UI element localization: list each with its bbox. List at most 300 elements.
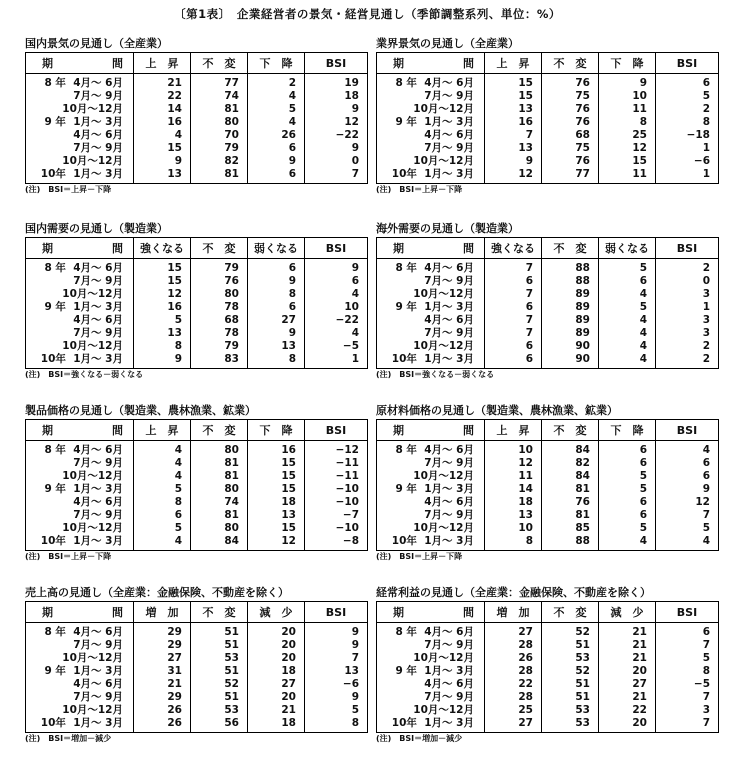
value-cell: 22 — [485, 678, 542, 691]
value-cell: 53 — [542, 652, 599, 665]
period-label: 10月～12月 — [26, 288, 134, 301]
period-label: 7月～ 9月 — [26, 691, 134, 704]
column-header: 強くなる — [485, 238, 542, 259]
table-note: (注) BSI＝強くなる－弱くなる — [376, 370, 495, 379]
value-cell: 4 — [599, 340, 656, 353]
value-cell: 51 — [542, 678, 599, 691]
table-row — [377, 717, 719, 733]
table-row — [377, 509, 719, 522]
column-header: 上 昇 — [485, 53, 542, 74]
period-label: 9 年 1月～ 3月 — [377, 483, 485, 496]
value-cell: 2 — [656, 340, 719, 353]
value-cell: 20 — [248, 639, 305, 652]
value-cell: 89 — [542, 327, 599, 340]
value-cell: 79 — [191, 259, 248, 276]
panel-7 — [25, 586, 367, 744]
value-cell: −22 — [305, 129, 368, 142]
period-label: 8 年 4月～ 6月 — [377, 259, 485, 276]
value-cell: 25 — [485, 704, 542, 717]
value-cell: 6 — [248, 168, 305, 184]
value-cell: 85 — [542, 522, 599, 535]
value-cell: −8 — [305, 535, 368, 551]
table-row — [26, 623, 368, 640]
period-label: 4月～ 6月 — [26, 496, 134, 509]
value-cell: −5 — [656, 678, 719, 691]
value-cell: 6 — [599, 275, 656, 288]
value-cell: 53 — [191, 704, 248, 717]
table-note: (注) BSI＝上昇－下降 — [25, 552, 112, 561]
value-cell: 27 — [599, 678, 656, 691]
value-cell: 6 — [248, 301, 305, 314]
period-label: 10月～12月 — [377, 522, 485, 535]
table-row — [26, 665, 368, 678]
value-cell: 74 — [191, 90, 248, 103]
value-cell: 90 — [542, 353, 599, 369]
period-header: 期 間 — [26, 420, 134, 441]
value-cell: 77 — [191, 74, 248, 91]
value-cell: 15 — [248, 470, 305, 483]
table-row — [26, 457, 368, 470]
value-cell: 15 — [248, 457, 305, 470]
value-cell: 5 — [134, 483, 191, 496]
value-cell: 9 — [305, 103, 368, 116]
table-row — [26, 90, 368, 103]
value-cell: 6 — [599, 509, 656, 522]
period-label: 7月～ 9月 — [26, 639, 134, 652]
value-cell: 68 — [542, 129, 599, 142]
value-cell: 74 — [191, 496, 248, 509]
value-cell: 31 — [134, 665, 191, 678]
period-label: 10月～12月 — [26, 155, 134, 168]
period-label: 10年 1月～ 3月 — [26, 717, 134, 733]
value-cell: 9 — [305, 623, 368, 640]
value-cell: 7 — [305, 652, 368, 665]
value-cell: 53 — [542, 704, 599, 717]
table-row — [26, 259, 368, 276]
value-cell: 76 — [542, 496, 599, 509]
panel-title: 国内需要の見通し（製造業） — [25, 222, 168, 235]
value-cell: 27 — [485, 717, 542, 733]
period-header: 期 間 — [377, 602, 485, 623]
value-cell: 18 — [248, 717, 305, 733]
period-label: 10月～12月 — [26, 103, 134, 116]
table-row — [377, 470, 719, 483]
panel-1 — [25, 37, 367, 195]
value-cell: 75 — [542, 142, 599, 155]
period-label: 10月～12月 — [377, 652, 485, 665]
column-header: 不 変 — [191, 53, 248, 74]
table-row — [26, 704, 368, 717]
value-cell: 26 — [134, 717, 191, 733]
value-cell: 6 — [656, 623, 719, 640]
value-cell: 9 — [248, 275, 305, 288]
value-cell: 13 — [485, 142, 542, 155]
value-cell: 2 — [656, 259, 719, 276]
value-cell: −22 — [305, 314, 368, 327]
column-header: BSI — [305, 420, 368, 441]
value-cell: 84 — [191, 535, 248, 551]
value-cell: 21 — [134, 678, 191, 691]
period-label: 4月～ 6月 — [26, 129, 134, 142]
value-cell: 12 — [656, 496, 719, 509]
value-cell: 4 — [599, 314, 656, 327]
period-label: 7月～ 9月 — [26, 90, 134, 103]
table-row — [26, 301, 368, 314]
table-row — [377, 496, 719, 509]
value-cell: 6 — [485, 340, 542, 353]
data-table — [25, 237, 368, 369]
table-note: (注) BSI＝上昇－下降 — [376, 552, 463, 561]
value-cell: 4 — [134, 535, 191, 551]
table-row — [377, 704, 719, 717]
value-cell: 9 — [248, 155, 305, 168]
value-cell: 18 — [485, 496, 542, 509]
value-cell: 9 — [305, 639, 368, 652]
value-cell: 15 — [248, 522, 305, 535]
period-label: 7月～ 9月 — [26, 509, 134, 522]
value-cell: 29 — [134, 639, 191, 652]
value-cell: 5 — [599, 522, 656, 535]
value-cell: 4 — [656, 441, 719, 458]
column-header: 上 昇 — [134, 53, 191, 74]
column-header: 弱くなる — [248, 238, 305, 259]
period-label: 10年 1月～ 3月 — [26, 353, 134, 369]
column-header: BSI — [656, 602, 719, 623]
value-cell: 80 — [191, 441, 248, 458]
table-row — [26, 155, 368, 168]
period-label: 7月～ 9月 — [26, 275, 134, 288]
value-cell: 22 — [134, 90, 191, 103]
column-header: 不 変 — [191, 420, 248, 441]
value-cell: 15 — [134, 142, 191, 155]
value-cell: 11 — [485, 470, 542, 483]
value-cell: 21 — [599, 652, 656, 665]
panel-5 — [25, 404, 367, 562]
value-cell: 5 — [134, 522, 191, 535]
value-cell: 6 — [656, 470, 719, 483]
data-table — [25, 419, 368, 551]
value-cell: 53 — [191, 652, 248, 665]
value-cell: 7 — [485, 259, 542, 276]
value-cell: 76 — [542, 116, 599, 129]
period-label: 7月～ 9月 — [26, 142, 134, 155]
column-header: 不 変 — [191, 238, 248, 259]
value-cell: 26 — [248, 129, 305, 142]
data-table — [25, 601, 368, 733]
value-cell: 82 — [542, 457, 599, 470]
value-cell: 10 — [599, 90, 656, 103]
column-header: BSI — [656, 420, 719, 441]
value-cell: 6 — [248, 142, 305, 155]
value-cell: 5 — [599, 470, 656, 483]
table-row — [26, 74, 368, 91]
value-cell: 7 — [485, 327, 542, 340]
value-cell: 15 — [134, 259, 191, 276]
value-cell: 13 — [305, 665, 368, 678]
table-row — [26, 116, 368, 129]
value-cell: 15 — [134, 275, 191, 288]
value-cell: 1 — [656, 301, 719, 314]
period-label: 10月～12月 — [377, 704, 485, 717]
table-row — [26, 314, 368, 327]
column-header: BSI — [305, 238, 368, 259]
value-cell: 81 — [191, 457, 248, 470]
value-cell: 21 — [248, 704, 305, 717]
value-cell: 81 — [542, 509, 599, 522]
period-label: 9 年 1月～ 3月 — [377, 116, 485, 129]
period-label: 10年 1月～ 3月 — [26, 535, 134, 551]
table-row — [377, 353, 719, 369]
period-header: 期 間 — [377, 238, 485, 259]
table-row — [26, 103, 368, 116]
table-row — [26, 288, 368, 301]
table-row — [377, 623, 719, 640]
table-row — [377, 314, 719, 327]
value-cell: 9 — [485, 155, 542, 168]
value-cell: 84 — [542, 470, 599, 483]
value-cell: 5 — [656, 652, 719, 665]
table-row — [377, 639, 719, 652]
period-label: 9 年 1月～ 3月 — [26, 116, 134, 129]
value-cell: 12 — [485, 168, 542, 184]
value-cell: 4 — [599, 288, 656, 301]
period-label: 9 年 1月～ 3月 — [377, 665, 485, 678]
table-row — [377, 275, 719, 288]
value-cell: 13 — [248, 340, 305, 353]
value-cell: 11 — [599, 103, 656, 116]
value-cell: 6 — [305, 275, 368, 288]
table-row — [26, 470, 368, 483]
period-label: 10月～12月 — [377, 103, 485, 116]
period-label: 7月～ 9月 — [377, 691, 485, 704]
value-cell: 0 — [305, 155, 368, 168]
value-cell: 89 — [542, 301, 599, 314]
value-cell: 21 — [599, 623, 656, 640]
table-row — [377, 168, 719, 184]
value-cell: 14 — [134, 103, 191, 116]
panel-title: 原材料価格の見通し（製造業、農林漁業、鉱業） — [376, 404, 618, 417]
value-cell: 4 — [134, 129, 191, 142]
period-label: 10月～12月 — [26, 470, 134, 483]
period-label: 10月～12月 — [377, 288, 485, 301]
period-label: 8 年 4月～ 6月 — [26, 623, 134, 640]
column-header: 弱くなる — [599, 238, 656, 259]
value-cell: 16 — [134, 301, 191, 314]
value-cell: 88 — [542, 259, 599, 276]
value-cell: 3 — [656, 327, 719, 340]
period-label: 9 年 1月～ 3月 — [26, 483, 134, 496]
value-cell: 10 — [485, 522, 542, 535]
value-cell: 6 — [485, 301, 542, 314]
panel-title: 海外需要の見通し（製造業） — [376, 222, 519, 235]
value-cell: 89 — [542, 314, 599, 327]
value-cell: 4 — [134, 470, 191, 483]
value-cell: 4 — [599, 327, 656, 340]
value-cell: −18 — [656, 129, 719, 142]
table-row — [377, 652, 719, 665]
table-row — [377, 74, 719, 91]
value-cell: 6 — [485, 275, 542, 288]
value-cell: 28 — [485, 665, 542, 678]
data-table — [376, 52, 719, 184]
panel-title: 売上高の見通し（全産業：金融保険、不動産を除く） — [25, 586, 289, 599]
value-cell: 18 — [248, 496, 305, 509]
table-row — [26, 639, 368, 652]
value-cell: −10 — [305, 496, 368, 509]
value-cell: 6 — [599, 496, 656, 509]
period-label: 10月～12月 — [377, 470, 485, 483]
value-cell: 89 — [542, 288, 599, 301]
period-label: 4月～ 6月 — [377, 314, 485, 327]
value-cell: 4 — [599, 353, 656, 369]
value-cell: 5 — [656, 90, 719, 103]
value-cell: 84 — [542, 441, 599, 458]
value-cell: 13 — [485, 509, 542, 522]
table-note: (注) BSI＝増加－減少 — [25, 734, 112, 743]
column-header: 増 加 — [485, 602, 542, 623]
table-row — [377, 129, 719, 142]
value-cell: 9 — [305, 259, 368, 276]
value-cell: 56 — [191, 717, 248, 733]
value-cell: 7 — [305, 168, 368, 184]
value-cell: 76 — [542, 103, 599, 116]
table-row — [26, 691, 368, 704]
value-cell: −6 — [305, 678, 368, 691]
value-cell: 20 — [599, 665, 656, 678]
value-cell: 27 — [248, 678, 305, 691]
table-row — [377, 535, 719, 551]
table-note: (注) BSI＝上昇－下降 — [376, 185, 463, 194]
value-cell: 5 — [599, 483, 656, 496]
value-cell: 4 — [134, 441, 191, 458]
table-note: (注) BSI＝強くなる－弱くなる — [25, 370, 144, 379]
value-cell: 1 — [656, 142, 719, 155]
value-cell: 20 — [248, 652, 305, 665]
value-cell: 8 — [656, 665, 719, 678]
value-cell: 7 — [656, 717, 719, 733]
column-header: 上 昇 — [134, 420, 191, 441]
value-cell: 80 — [191, 522, 248, 535]
data-table — [25, 52, 368, 184]
value-cell: 79 — [191, 142, 248, 155]
value-cell: 6 — [599, 441, 656, 458]
panel-8 — [376, 586, 718, 744]
value-cell: 5 — [248, 103, 305, 116]
period-label: 7月～ 9月 — [377, 142, 485, 155]
value-cell: 81 — [191, 168, 248, 184]
value-cell: 6 — [134, 509, 191, 522]
value-cell: 29 — [134, 623, 191, 640]
value-cell: 78 — [191, 301, 248, 314]
value-cell: 75 — [542, 90, 599, 103]
table-row — [377, 90, 719, 103]
value-cell: 28 — [485, 691, 542, 704]
data-table — [376, 237, 719, 369]
table-row — [26, 522, 368, 535]
period-header: 期 間 — [377, 420, 485, 441]
data-table — [376, 419, 719, 551]
value-cell: 4 — [248, 90, 305, 103]
value-cell: 8 — [248, 288, 305, 301]
value-cell: 15 — [485, 90, 542, 103]
value-cell: 51 — [191, 639, 248, 652]
value-cell: 26 — [134, 704, 191, 717]
value-cell: 25 — [599, 129, 656, 142]
column-header: 下 降 — [599, 53, 656, 74]
value-cell: 8 — [599, 116, 656, 129]
period-label: 9 年 1月～ 3月 — [377, 301, 485, 314]
value-cell: 9 — [305, 142, 368, 155]
value-cell: 14 — [485, 483, 542, 496]
value-cell: 8 — [134, 340, 191, 353]
value-cell: 88 — [542, 535, 599, 551]
table-row — [26, 717, 368, 733]
value-cell: 81 — [191, 470, 248, 483]
value-cell: 4 — [305, 327, 368, 340]
period-label: 10月～12月 — [377, 155, 485, 168]
period-header: 期 間 — [26, 238, 134, 259]
panel-2 — [376, 37, 718, 195]
value-cell: −7 — [305, 509, 368, 522]
value-cell: 10 — [305, 301, 368, 314]
period-label: 10年 1月～ 3月 — [377, 717, 485, 733]
table-row — [26, 509, 368, 522]
period-label: 7月～ 9月 — [26, 327, 134, 340]
value-cell: 3 — [656, 704, 719, 717]
table-row — [377, 155, 719, 168]
value-cell: 22 — [599, 704, 656, 717]
value-cell: 7 — [485, 129, 542, 142]
value-cell: 8 — [134, 496, 191, 509]
value-cell: 13 — [485, 103, 542, 116]
value-cell: 20 — [248, 623, 305, 640]
value-cell: 81 — [191, 103, 248, 116]
value-cell: 5 — [305, 704, 368, 717]
value-cell: 70 — [191, 129, 248, 142]
column-header: 下 降 — [248, 53, 305, 74]
value-cell: 0 — [656, 275, 719, 288]
value-cell: 2 — [656, 353, 719, 369]
value-cell: 79 — [191, 340, 248, 353]
value-cell: 90 — [542, 340, 599, 353]
panel-3 — [25, 222, 367, 380]
period-label: 4月～ 6月 — [377, 129, 485, 142]
table-row — [377, 116, 719, 129]
period-label: 7月～ 9月 — [26, 457, 134, 470]
value-cell: 6 — [485, 353, 542, 369]
period-label: 9 年 1月～ 3月 — [26, 665, 134, 678]
column-header: 減 少 — [248, 602, 305, 623]
value-cell: 28 — [485, 639, 542, 652]
value-cell: −11 — [305, 470, 368, 483]
table-row — [26, 678, 368, 691]
value-cell: 8 — [656, 116, 719, 129]
table-row — [26, 535, 368, 551]
table-row — [26, 327, 368, 340]
value-cell: 5 — [134, 314, 191, 327]
value-cell: 13 — [248, 509, 305, 522]
column-header: 下 降 — [599, 420, 656, 441]
value-cell: 7 — [656, 509, 719, 522]
period-label: 7月～ 9月 — [377, 327, 485, 340]
value-cell: 80 — [191, 483, 248, 496]
period-label: 4月～ 6月 — [377, 496, 485, 509]
value-cell: 26 — [485, 652, 542, 665]
value-cell: 29 — [134, 691, 191, 704]
table-row — [26, 340, 368, 353]
column-header: BSI — [656, 53, 719, 74]
value-cell: −10 — [305, 522, 368, 535]
